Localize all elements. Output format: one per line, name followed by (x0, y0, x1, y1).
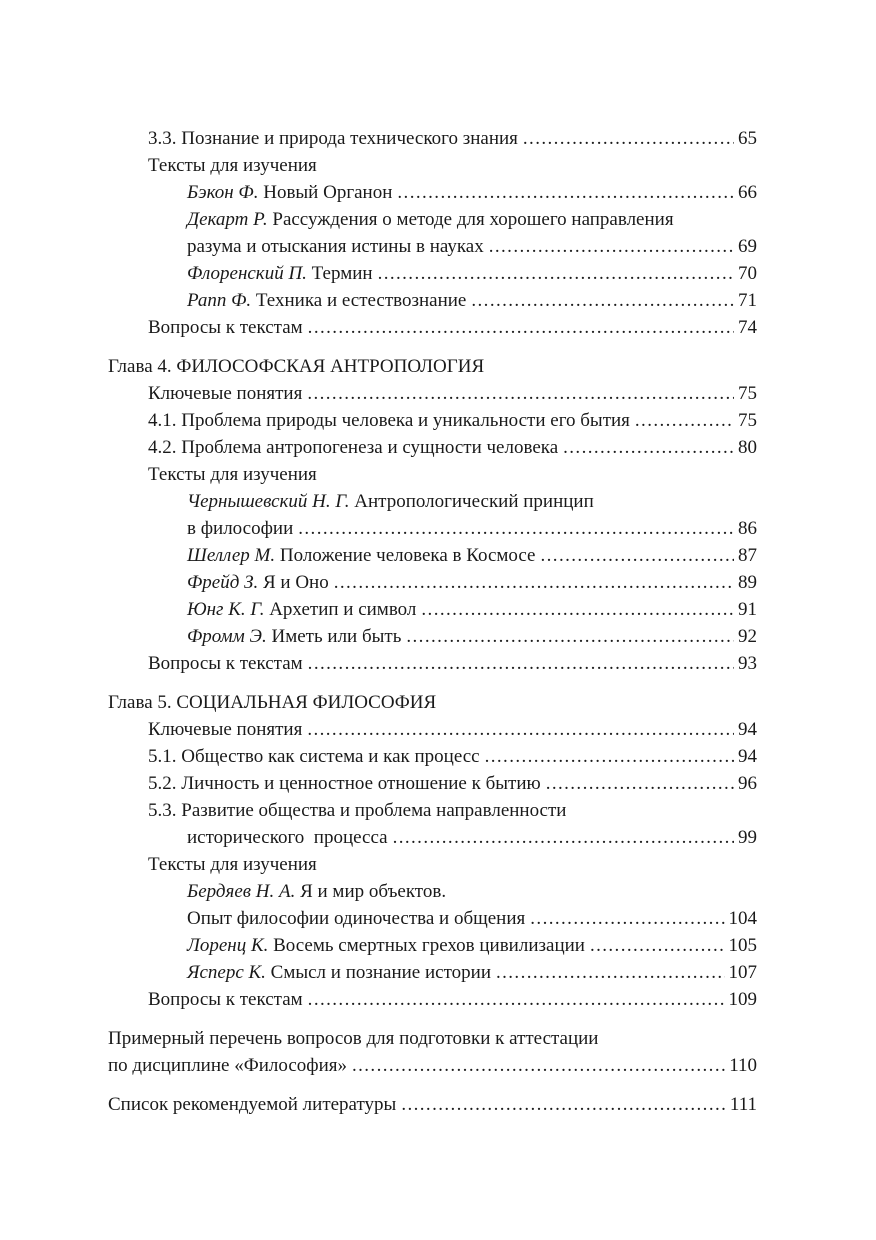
toc-subheading-texts (148, 153, 757, 179)
page-number: 105 (728, 935, 757, 956)
entry-title: Рассуждения о методе для хорошего направления (272, 209, 674, 230)
dot-leader (635, 408, 734, 434)
entry-title: Вопросы к текстам (148, 989, 303, 1010)
entry-title: Техника и естествознание (255, 290, 467, 311)
page-number: 110 (729, 1055, 757, 1076)
page-number: 96 (738, 773, 757, 794)
toc-entry-jung[interactable] (187, 597, 757, 623)
toc-entry-literature[interactable] (108, 1092, 757, 1118)
entry-author: Рапп Ф. (187, 290, 252, 311)
dot-leader (352, 1053, 725, 1079)
page-number: 93 (738, 653, 757, 674)
entry-title: Тексты для изучения (148, 854, 317, 875)
entry-author: Фромм Э. (187, 626, 267, 647)
toc-entry-berdyaev[interactable] (187, 879, 757, 905)
chapter-title: Глава 5. СОЦИАЛЬНАЯ ФИЛОСОФИЯ (108, 692, 437, 713)
toc-entry-key-concepts[interactable] (148, 717, 757, 743)
dot-leader (308, 651, 734, 677)
dot-leader (541, 543, 735, 569)
entry-author: Декарт Р. (187, 209, 268, 230)
entry-title: Восемь смертных грехов цивилизации (273, 935, 585, 956)
page-number: 91 (738, 599, 757, 620)
dot-leader (471, 288, 734, 314)
page-number: 94 (738, 746, 757, 767)
toc-subheading-texts (148, 462, 757, 488)
entry-author: Чернышевский Н. Г. (187, 491, 350, 512)
page-number: 66 (738, 182, 757, 203)
entry-title: в философии (187, 518, 294, 539)
toc-entry-4-2[interactable] (148, 435, 757, 461)
toc-entry-questions[interactable] (148, 987, 757, 1013)
toc-entry-chernyshevsky-cont[interactable] (187, 516, 757, 542)
toc-entry-5-3-cont[interactable] (187, 825, 757, 851)
entry-title: Примерный перечень вопросов для подготовки к аттестации (108, 1028, 599, 1049)
entry-author: Юнг К. Г. (187, 599, 265, 620)
entry-title: по дисциплине «Философия» (108, 1055, 347, 1076)
page-number: 94 (738, 719, 757, 740)
dot-leader (546, 771, 734, 797)
entry-title: Смысл и познание истории (270, 962, 491, 983)
entry-title: Я и Оно (262, 572, 329, 593)
page-number: 87 (738, 545, 757, 566)
dot-leader (307, 717, 734, 743)
entry-author: Флоренский П. (187, 263, 307, 284)
entry-title: 4.2. Проблема антропогенеза и сущности человека (148, 437, 559, 458)
dot-leader (397, 180, 734, 206)
entry-title: Архетип и символ (269, 599, 417, 620)
dot-leader (401, 1092, 726, 1118)
dot-leader (530, 906, 724, 932)
dot-leader (334, 570, 734, 596)
entry-title: Новый Органон (263, 182, 393, 203)
toc-entry-freud[interactable] (187, 570, 757, 596)
entry-title: Ключевые понятия (148, 719, 303, 740)
page-number: 74 (738, 317, 757, 338)
toc-entry-bacon[interactable] (187, 180, 757, 206)
entry-title: Положение человека в Космосе (279, 545, 536, 566)
page-number: 65 (738, 128, 757, 149)
dot-leader (421, 597, 734, 623)
entry-title: Антропологический принцип (354, 491, 594, 512)
toc-entry-3-3[interactable] (148, 126, 757, 152)
toc-entry-5-2[interactable] (148, 771, 757, 797)
toc-entry-florensky[interactable] (187, 261, 757, 287)
page-number: 99 (738, 827, 757, 848)
entry-title: Термин (311, 263, 373, 284)
entry-author: Лоренц К. (187, 935, 269, 956)
page-number: 71 (738, 290, 757, 311)
entry-author: Шеллер М. (187, 545, 276, 566)
toc-entry-exam-questions[interactable] (108, 1026, 757, 1052)
entry-title: Тексты для изучения (148, 464, 317, 485)
dot-leader (393, 825, 734, 851)
entry-title: Тексты для изучения (148, 155, 317, 176)
page-number: 104 (728, 908, 757, 929)
toc-chapter-5[interactable] (108, 690, 757, 716)
entry-author: Фрейд З. (187, 572, 259, 593)
toc-subheading-texts (148, 852, 757, 878)
entry-author: Бердяев Н. А. (187, 881, 296, 902)
entry-title: разума и отыскания истины в науках (187, 236, 484, 257)
chapter-title: Глава 4. ФИЛОСОФСКАЯ АНТРОПОЛОГИЯ (108, 356, 485, 377)
dot-leader (308, 315, 734, 341)
toc-entry-rapp[interactable] (187, 288, 757, 314)
page-number: 69 (738, 236, 757, 257)
entry-title: 5.1. Общество как система и как процесс (148, 746, 480, 767)
entry-title: исторического процесса (187, 827, 388, 848)
entry-author: Ясперс К. (187, 962, 266, 983)
toc-entry-questions[interactable] (148, 651, 757, 677)
entry-title: 4.1. Проблема природы человека и уникальности его бытия (148, 410, 630, 431)
entry-title: 3.3. Познание и природа технического знания (148, 128, 518, 149)
toc-entry-lorenz[interactable] (187, 933, 757, 959)
page-number: 92 (738, 626, 757, 647)
toc-entry-exam-questions-cont[interactable] (108, 1053, 757, 1079)
dot-leader (496, 960, 725, 986)
toc-entry-5-3[interactable] (148, 798, 757, 824)
toc-entry-questions[interactable] (148, 315, 757, 341)
dot-leader (307, 381, 734, 407)
page-number: 70 (738, 263, 757, 284)
entry-title: Я и мир объектов. (300, 881, 447, 902)
toc-entry-5-1[interactable] (148, 744, 757, 770)
page-number: 75 (738, 383, 757, 404)
page-number: 111 (729, 1094, 757, 1115)
dot-leader (308, 987, 725, 1013)
dot-leader (590, 933, 725, 959)
toc-entry-key-concepts[interactable] (148, 381, 757, 407)
entry-title: Опыт философии одиночества и общения (187, 908, 526, 929)
page-number: 107 (728, 962, 757, 983)
toc-entry-descartes[interactable] (187, 207, 757, 233)
page-number: 89 (738, 572, 757, 593)
toc-entry-fromm[interactable] (187, 624, 757, 650)
toc-entry-chernyshevsky[interactable] (187, 489, 757, 515)
entry-title: 5.3. Развитие общества и проблема направленности (148, 800, 567, 821)
entry-title: Вопросы к текстам (148, 317, 303, 338)
dot-leader (406, 624, 734, 650)
toc-chapter-4[interactable] (108, 354, 757, 380)
toc-entry-scheler[interactable] (187, 543, 757, 569)
page-number: 109 (728, 989, 757, 1010)
page-number: 86 (738, 518, 757, 539)
entry-title: 5.2. Личность и ценностное отношение к бытию (148, 773, 541, 794)
toc-entry-descartes-cont[interactable] (187, 234, 757, 260)
dot-leader (563, 435, 734, 461)
entry-author: Бэкон Ф. (187, 182, 259, 203)
toc-entry-4-1[interactable] (148, 408, 757, 434)
dot-leader (523, 126, 734, 152)
page-number: 80 (738, 437, 757, 458)
dot-leader (489, 234, 734, 260)
dot-leader (485, 744, 734, 770)
entry-title: Список рекомендуемой литературы (108, 1094, 397, 1115)
entry-title: Вопросы к текстам (148, 653, 303, 674)
entry-title: Ключевые понятия (148, 383, 303, 404)
dot-leader (298, 516, 734, 542)
toc-entry-berdyaev-cont[interactable] (187, 906, 757, 932)
page-number: 75 (738, 410, 757, 431)
entry-title: Иметь или быть (271, 626, 402, 647)
toc-entry-jaspers[interactable] (187, 960, 757, 986)
dot-leader (378, 261, 734, 287)
